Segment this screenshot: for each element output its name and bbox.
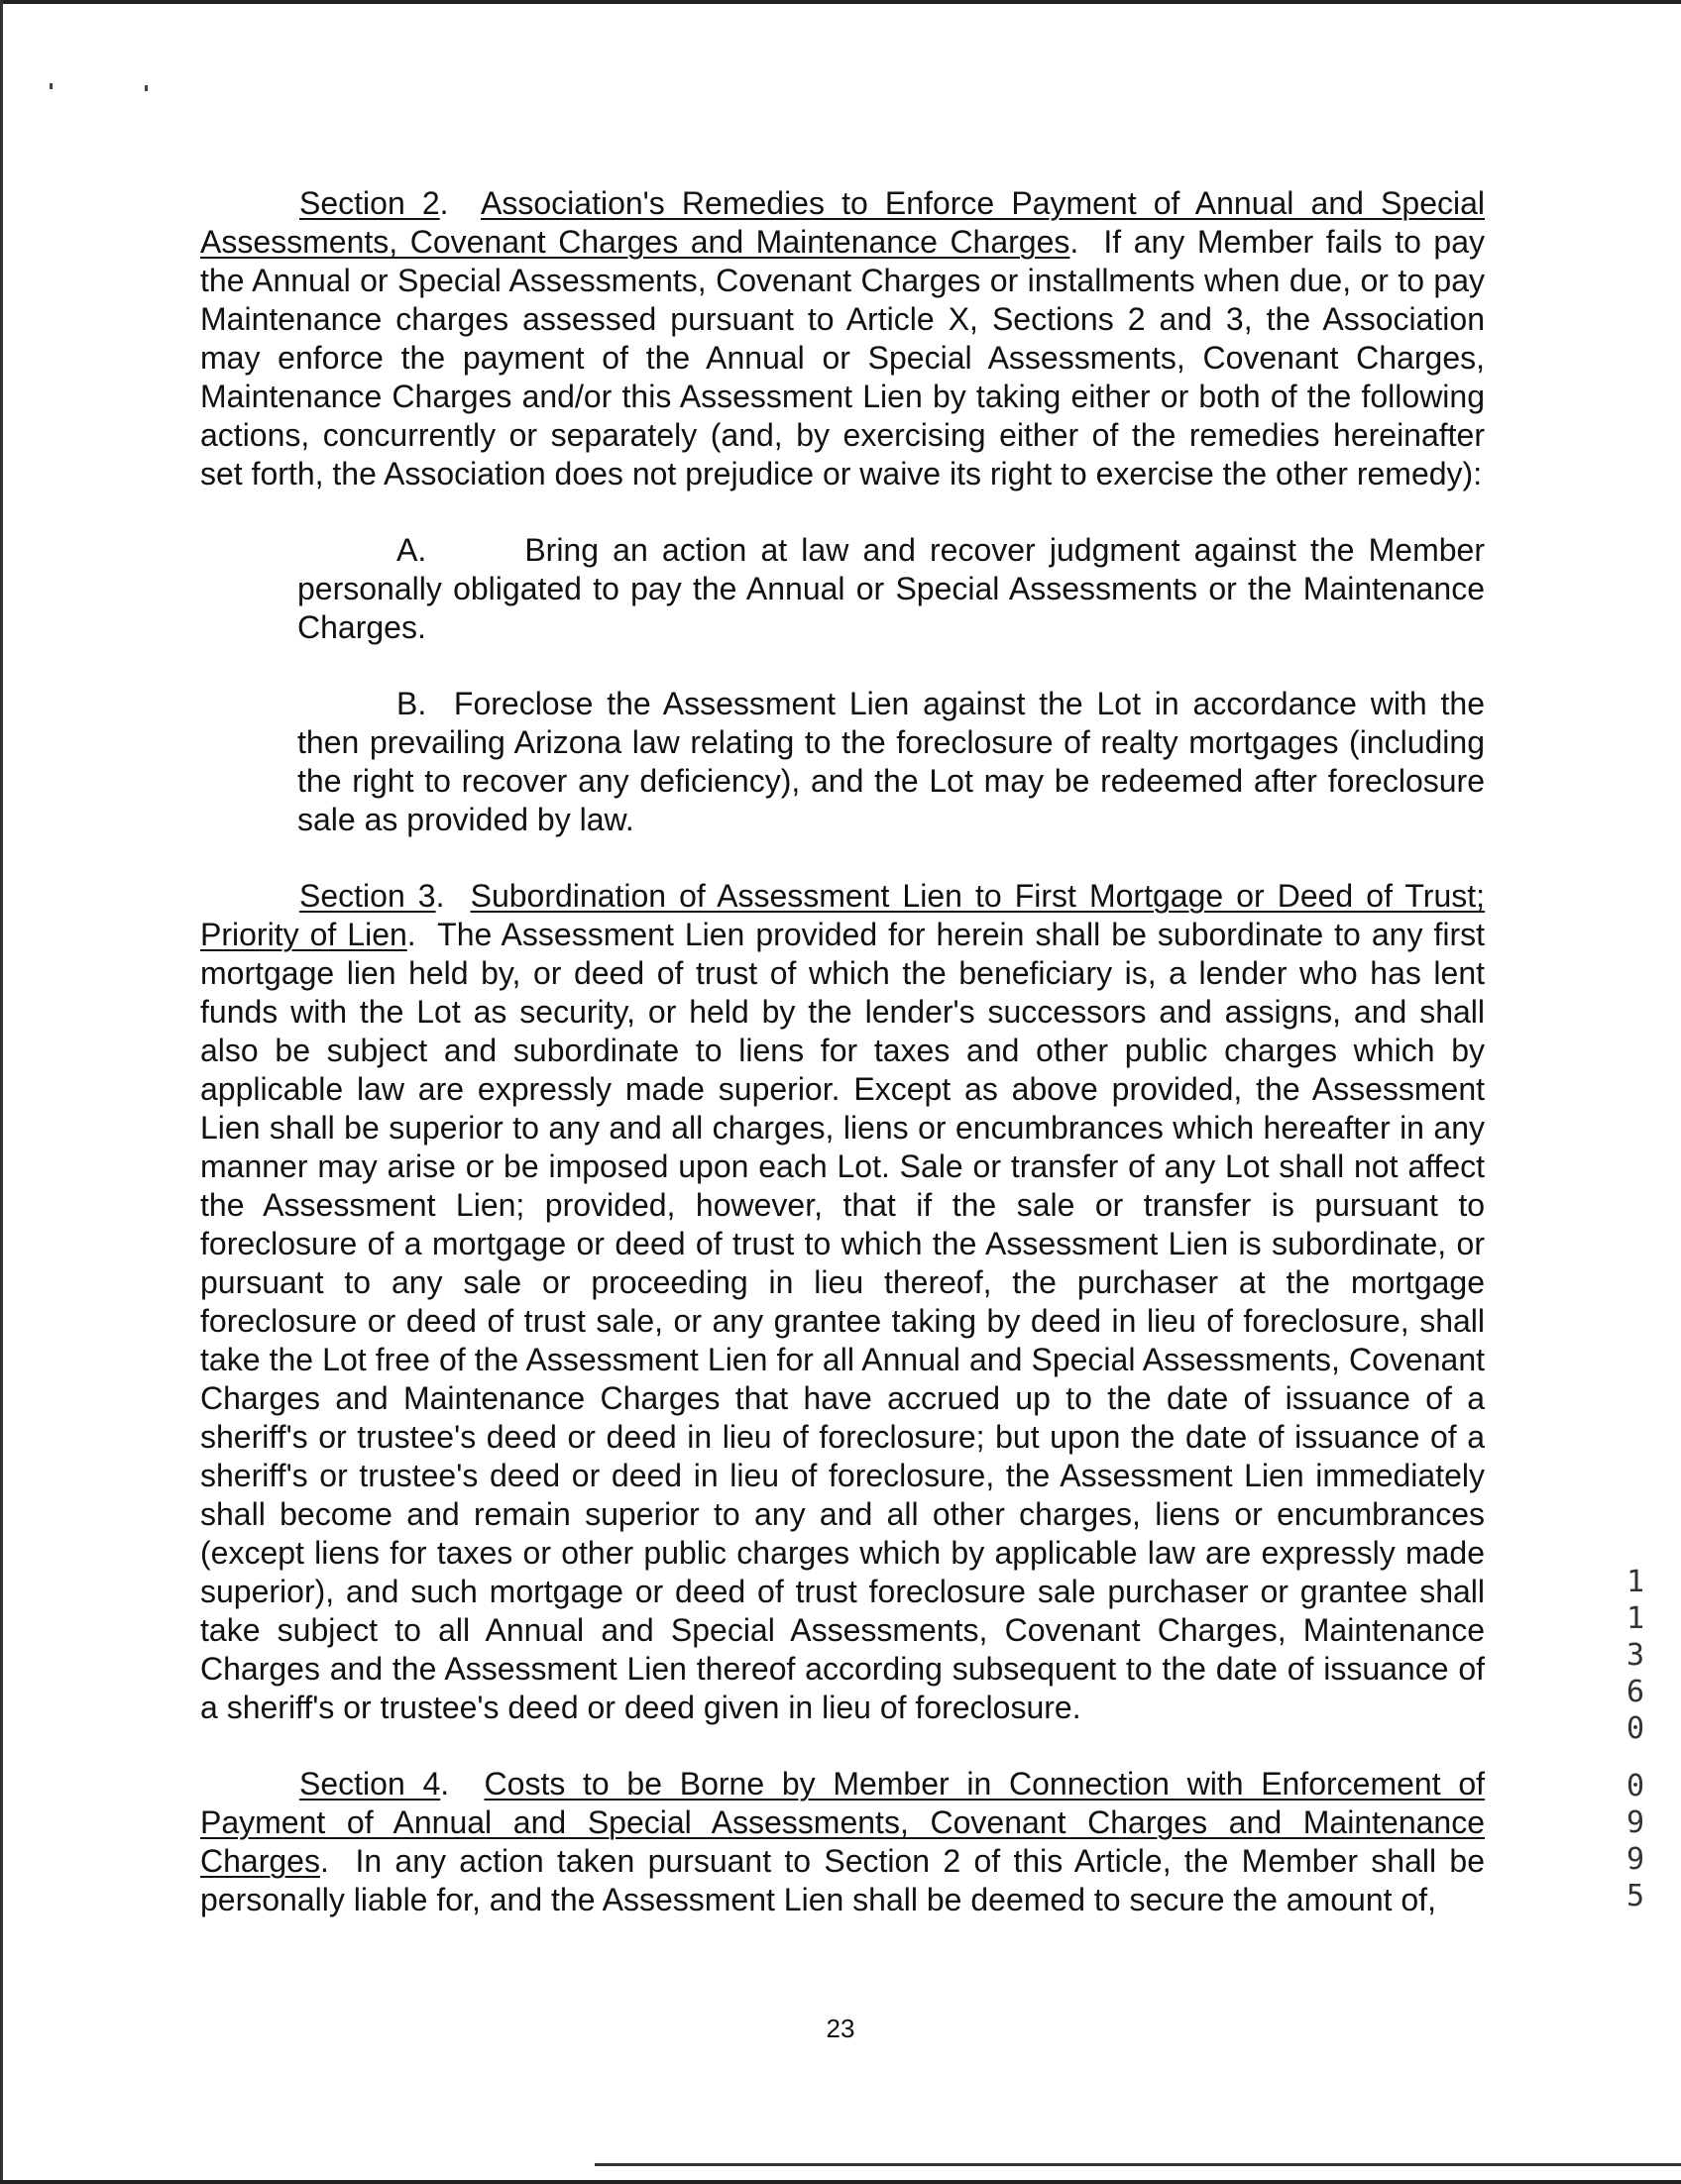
scan-left-edge	[0, 0, 3, 2184]
section-3-title: Subordination of Assessment Lien to First Mortgage or Deed of Trust; Priority of Lien	[200, 878, 1486, 952]
stamp-digit: 1	[1625, 1565, 1645, 1599]
section-4-body: In any action taken pursuant to Section 2 of this Article, the Member shall be personally liable for, and the Assessment Lien shall be deemed to secure the amount of,	[200, 1843, 1486, 1917]
section-3-label: Section 3	[299, 878, 436, 914]
remedy-a-label: A.	[396, 532, 427, 568]
scan-speck	[145, 85, 148, 91]
stamp-digit: 0	[1625, 1711, 1645, 1746]
scan-bottom-line	[595, 2163, 1681, 2166]
stamp-digit: 9	[1625, 1842, 1645, 1877]
recording-number-stamp-lower	[1618, 1768, 1653, 1914]
scan-top-edge	[0, 0, 1681, 4]
remedy-b-text: Foreclose the Assessment Lien against the Lot in accordance with the then prevailing Arizona law relating to the foreclosure of realty mortgages (including the right to recover any deficiency), and the Lot may be redeemed after foreclosure sale as provided by law.	[297, 686, 1486, 837]
page-number: 23	[826, 2014, 855, 2043]
stamp-digit: 9	[1625, 1805, 1645, 1840]
section-4-label: Section 4	[299, 1766, 441, 1802]
remedy-b-label: B.	[396, 686, 427, 721]
section-2-label: Section 2	[299, 185, 440, 221]
remedy-a-item	[297, 531, 1485, 647]
stamp-digit: 6	[1625, 1675, 1645, 1709]
stamp-digit: 5	[1625, 1879, 1645, 1913]
section-3-paragraph: Section 3. Subordination of Assessment Lien to First Mortgage or Deed of Trust; Priority of Lien. The Assessment Lien provided for herein shall be subordinate to any first mortgage lien held by, or deed of trust of which the beneficiary is, a lender who has lent funds with the Lot as security, or held by the lender's successors and assigns, and shall also be subject and subordinate to liens for taxes and other public charges which by applicable law are expressly made superior. Except as above provided, the Assessment Lien shall be superior to any and all charges, liens or encumbrances which hereafter in any manner may arise or be imposed upon each Lot. Sale or transfer of any Lot shall not affect the Assessment Lien; provided, however, that if the sale or transfer is pursuant to foreclosure of a mortgage or deed of trust to which the Assessment Lien is subordinate, or pursuant to any sale or proceeding in lieu thereof, the purchaser at the mortgage foreclosure or deed of trust sale, or any grantee taking by deed in lieu of foreclosure, shall take the Lot free of the Assessment Lien for all Annual and Special Assessments, Covenant Charges and Maintenance Charges that have accrued up to the date of issuance of a sheriff's or trustee's deed or deed in lieu of foreclosure; but upon the date of issuance of a sheriff's or trustee's deed or deed in lieu of foreclosure, the Assessment Lien immediately shall become and remain superior to any and all other charges, liens or encumbrances (except liens for taxes or other public charges which by applicable law are expressly made superior), and such mortgage or deed of trust foreclosure sale purchaser or grantee shall take subject to all Annual and Special Assessments, Covenant Charges, Maintenance Charges and the Assessment Lien thereof according subsequent to the date of issuance of a sheriff's or trustee's deed or deed given in lieu of foreclosure.	[200, 878, 1486, 1725]
scan-bottom-edge	[0, 2180, 1681, 2184]
document-body	[200, 184, 1485, 1957]
remedy-a-text: Bring an action at law and recover judgment against the Member personally obligated to pay the Annual or Special Assessments or the Maintenance Charges.	[297, 532, 1486, 645]
stamp-digit: 3	[1625, 1638, 1645, 1673]
section-4-title: Costs to be Borne by Member in Connection with Enforcement of Payment of Annual and Special Assessments, Covenant Charges and Maintenance Charges	[200, 1766, 1485, 1879]
section-2-body: If any Member fails to pay the Annual or Special Assessments, Covenant Charges or installments when due, or to pay Maintenance charges assessed pursuant to Article X, Sections 2 and 3, the Association may enforce the payment of the Annual or Special Assessments, Covenant Charges, Maintenance Charges and/or this Assessment Lien by taking either or both of the following actions, concurrently or separately (and, by exercising either of the remedies hereinafter set forth, the Association does not prejudice or waive its right to exercise the other remedy):	[200, 224, 1486, 491]
recording-number-stamp-upper	[1618, 1564, 1653, 1747]
section-4-paragraph: Section 4. Costs to be Borne by Member in Connection with Enforcement of Payment of Annual and Special Assessments, Covenant Charges and Maintenance Charges. In any action taken pursuant to Section 2 of this Article, the Member shall be personally liable for, and the Assessment Lien shall be deemed to secure the amount of,	[200, 1766, 1486, 1917]
stamp-digit: 1	[1625, 1601, 1645, 1636]
section-3-body: The Assessment Lien provided for herein shall be subordinate to any first mortgage lien held by, or deed of trust of which the beneficiary is, a lender who has lent funds with the Lot as security, or held by the lender's successors and assigns, and shall also be subject and subordinate to liens for taxes and other public charges which by applicable law are expressly made superior. Except as above provided, the Assessment Lien shall be superior to any and all charges, liens or encumbrances which hereafter in any manner may arise or be imposed upon each Lot. Sale or transfer of any Lot shall not affect the Assessment Lien; provided, however, that if the sale or transfer is pursuant to foreclosure of a mortgage or deed of trust to which the Assessment Lien is subordinate, or pursuant to any sale or proceeding in lieu thereof, the purchaser at the mortgage foreclosure or deed of trust sale, or any grantee taking by deed in lieu of foreclosure, shall take the Lot free of the Assessment Lien for all Annual and Special Assessments, Covenant Charges and Maintenance Charges that have accrued up to the date of issuance of a sheriff's or trustee's deed or deed in lieu of foreclosure; but upon the date of issuance of a sheriff's or trustee's deed or deed in lieu of foreclosure, the Assessment Lien immediately shall become and remain superior to any and all other charges, liens or encumbrances (except liens for taxes or other public charges which by applicable law are expressly made superior), and such mortgage or deed of trust foreclosure sale purchaser or grantee shall take subject to all Annual and Special Assessments, Covenant Charges, Maintenance Charges and the Assessment Lien thereof according subsequent to the date of issuance of a sheriff's or trustee's deed or deed given in lieu of foreclosure.	[200, 917, 1486, 1725]
stamp-digit: 0	[1625, 1769, 1645, 1803]
remedy-b-item	[297, 685, 1485, 839]
section-2-paragraph: Section 2. Association's Remedies to Enforce Payment of Annual and Special Assessments, Covenant Charges and Maintenance Charges. If any Member fails to pay the Annual or Special Assessments, Covenant Charges or installments when due, or to pay Maintenance charges assessed pursuant to Article X, Sections 2 and 3, the Association may enforce the payment of the Annual or Special Assessments, Covenant Charges, Maintenance Charges and/or this Assessment Lien by taking either or both of the following actions, concurrently or separately (and, by exercising either of the remedies hereinafter set forth, the Association does not prejudice or waive its right to exercise the other remedy):	[200, 185, 1486, 491]
section-2-title: Association's Remedies to Enforce Payment of Annual and Special Assessments, Covenant Charges and Maintenance Charges	[200, 185, 1485, 260]
scan-speck	[50, 83, 53, 89]
